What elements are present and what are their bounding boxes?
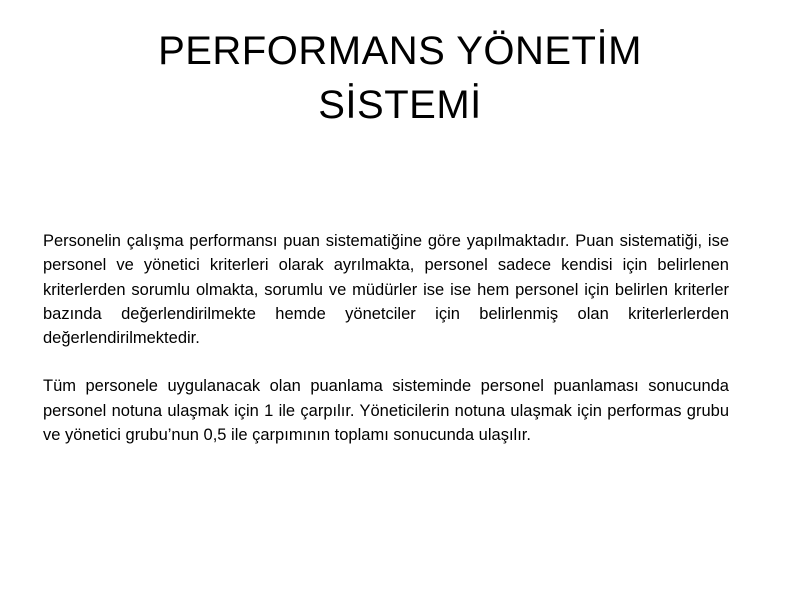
slide-body	[43, 229, 729, 447]
slide-title	[0, 24, 800, 132]
body-paragraph-1: Personelin çalışma performansı puan sistematiğine göre yapılmaktadır. Puan sistematiği, ise personel ve yönetici kriterleri olarak ayrılmakta, personel sadece kendisi için belirlenen kriterlerden sorumlu olmakta, sorumlu ve müdürler ise ise hem personel için belirlen kriterler bazında değerlendirilmekte hemde yönetciler için belirlenmiş olan kriterlerlerden değerlendirilmektedir.	[43, 232, 729, 348]
slide-title-line-2: SİSTEMİ	[318, 83, 482, 127]
body-paragraph-2: Tüm personele uygulanacak olan puanlama sisteminde personel puanlaması sonucunda personel notuna ulaşmak için 1 ile çarpılır. Yöneticilerin notuna ulaşmak için performas grubu ve yönetici grubu’nun 0,5 ile çarpımının toplamı sonucunda ulaşılır.	[43, 377, 729, 445]
slide-title-line-1: PERFORMANS YÖNETİM	[158, 29, 642, 73]
